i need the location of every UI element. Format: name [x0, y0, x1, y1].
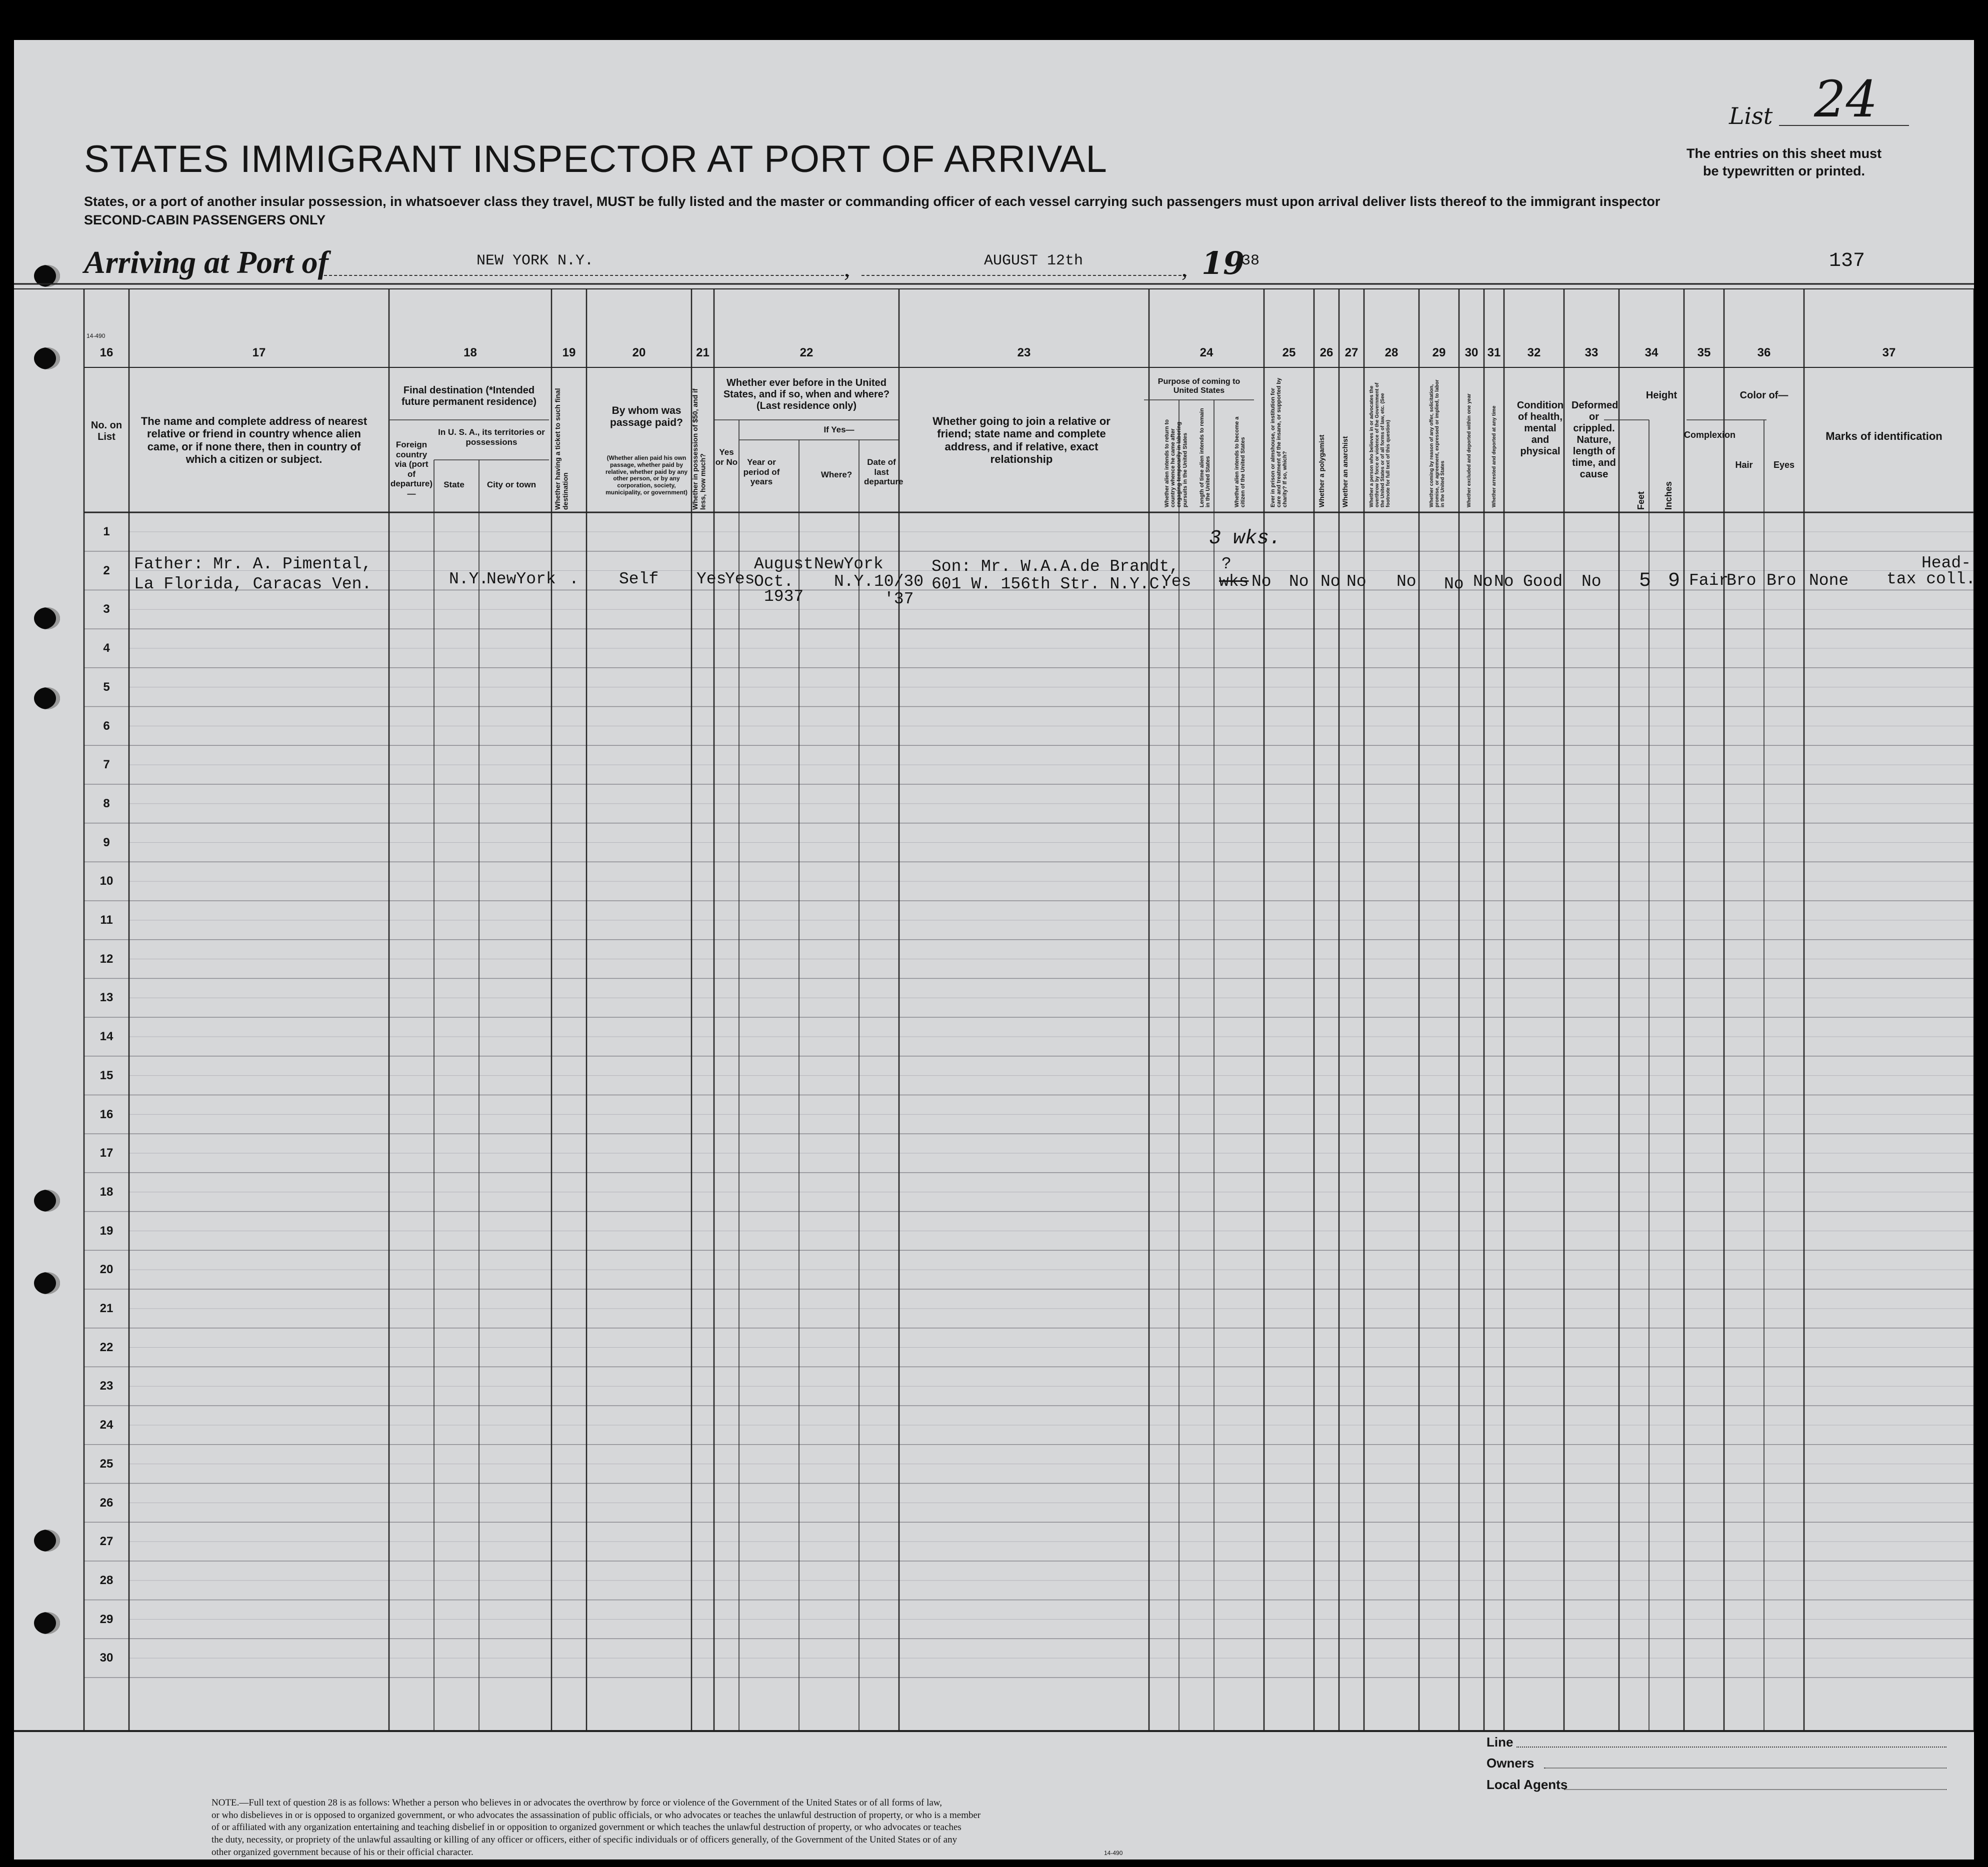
header-labor: Whether coming by reason of any offer, solicitation, promise, or agreement, expressed or implied, to labor in the United States	[1429, 379, 1446, 507]
port-value: NEW YORK N.Y.	[476, 252, 594, 269]
header-ever-before-us: Whether ever before in the United States, and if so, when and where? (Last residence only)	[723, 377, 890, 411]
column-number: 37	[1882, 346, 1896, 359]
header-relative-address: The name and complete address of nearest relative or friend in country whence alien came, or if none there, then in country of which a citizen or subject.	[140, 415, 368, 465]
row1-complexion: Fair	[1689, 571, 1729, 590]
row1-departure-2: '37	[884, 590, 914, 608]
header-polygamist: Whether a polygamist	[1318, 434, 1326, 507]
column-number: 19	[562, 346, 576, 359]
footer-owners-fill	[1544, 1768, 1946, 1769]
entries-note-line-2: be typewritten or printed.	[1703, 163, 1866, 179]
row1-overthrow: No	[1396, 572, 1416, 591]
list-label: List	[1729, 102, 1773, 129]
row1-hair: Bro	[1726, 571, 1756, 590]
header-prison: Ever in prison or almshouse, or institution for care and treatment of the insane, or supported by charity? If so, which?	[1270, 377, 1288, 507]
year-prefix: 19	[1202, 245, 1245, 281]
date-value: AUGUST 12th	[984, 252, 1084, 269]
column-number: 20	[632, 346, 646, 359]
row-number: 2	[103, 563, 110, 577]
header-where: Where?	[820, 470, 852, 479]
row1-anarchist: No	[1346, 572, 1366, 591]
row-number: 27	[100, 1535, 114, 1549]
header-inches: Inches	[1664, 481, 1674, 510]
year-suffix: 38	[1242, 252, 1260, 269]
row1-length-handwritten: 3 wks.	[1209, 527, 1282, 550]
header-height: Height	[1646, 390, 1678, 401]
row1-join-2: 601 W. 156th Str. N.Y.C.	[932, 575, 1170, 593]
column-number: 21	[696, 346, 710, 359]
column-number: 26	[1320, 346, 1334, 359]
header-if-yes: If Yes—	[824, 425, 854, 434]
header-deformed: Deformed or crippled. Nature, length of time, and cause	[1572, 400, 1618, 480]
column-number: 18	[464, 346, 477, 359]
row1-inches: 9	[1668, 570, 1680, 592]
footer-line-label: Line	[1486, 1735, 1514, 1750]
entries-note-line-1: The entries on this sheet must	[1686, 146, 1882, 161]
row-number: 12	[100, 952, 114, 966]
row1-length-2: wks	[1219, 572, 1249, 591]
row1-condition: Good	[1523, 572, 1563, 591]
row-number: 28	[100, 1573, 114, 1587]
row-number: 11	[100, 913, 113, 927]
header-feet: Feet	[1636, 491, 1646, 510]
footer-owners-label: Owners	[1486, 1756, 1534, 1771]
row-number: 30	[100, 1651, 114, 1665]
table-grid	[14, 40, 1974, 1860]
column-number: 23	[1017, 346, 1031, 359]
row-number: 9	[103, 835, 110, 849]
column-number: 36	[1757, 346, 1771, 359]
row1-length-1: ?	[1222, 555, 1232, 573]
row-number: 6	[103, 719, 110, 733]
header-overthrow: Whether a person who believes in or advocates the overthrow by force or violence of the Government of the United States or of all forms of law, etc. (See footnote for full text of this question)	[1369, 382, 1391, 507]
header-anarchist: Whether an anarchist	[1341, 436, 1349, 507]
row-number: 26	[100, 1496, 114, 1510]
row1-headtax-2: tax coll.	[1886, 570, 1976, 588]
row1-city: NewYork	[486, 570, 556, 588]
row1-ticket: .	[569, 570, 579, 588]
row1-relative-line1: Father: Mr. A. Pimental,	[134, 555, 372, 573]
row-number: 10	[100, 874, 114, 888]
column-number: 27	[1344, 346, 1358, 359]
header-join-relative: Whether going to join a relative or friend; state name and complete address, and if relative, exact relationship	[932, 415, 1110, 465]
row-number: 1	[103, 525, 110, 538]
row1-labor: No	[1444, 575, 1464, 593]
header-city: City or town	[486, 480, 536, 489]
footer-agents-fill	[1564, 1789, 1946, 1790]
row1-year-2: Oct.	[754, 572, 794, 591]
column-number: 28	[1384, 346, 1398, 359]
header-in-usa: In U. S. A., its territories or possessions	[438, 427, 545, 447]
header-ticket: Whether having a ticket to such final destination	[554, 388, 570, 510]
row-number: 3	[103, 602, 110, 616]
footer-line-fill	[1516, 1747, 1946, 1748]
row-number: 5	[103, 680, 110, 694]
row1-deformed: No	[1582, 572, 1602, 591]
row-number: 17	[100, 1146, 114, 1160]
row-number: 4	[103, 641, 110, 655]
passenger-class: SECOND-CABIN PASSENGERS ONLY	[84, 212, 326, 227]
row-number: 18	[100, 1185, 114, 1199]
row1-eyes: Bro	[1766, 571, 1796, 590]
row-number: 25	[100, 1457, 114, 1471]
header-year-period: Year or period of years	[743, 457, 780, 487]
row1-year-1: August	[754, 555, 814, 573]
header-marks: Marks of identification	[1826, 430, 1942, 442]
row1-polygamist: No	[1320, 572, 1340, 591]
column-number: 16	[100, 346, 114, 359]
column-number: 34	[1644, 346, 1658, 359]
row-number: 13	[100, 991, 114, 1005]
row-number: 24	[100, 1418, 114, 1432]
column-number: 29	[1432, 346, 1446, 359]
row1-state: N.Y.	[449, 570, 489, 588]
header-condition: Condition of health, mental and physical	[1516, 400, 1564, 457]
row1-before: Yes	[725, 570, 755, 588]
header-final-destination: Final destination (*Intended future permanent residence)	[401, 385, 537, 407]
row-number: 8	[103, 796, 110, 810]
column-number: 25	[1282, 346, 1296, 359]
manifest-sheet	[14, 40, 1974, 1860]
header-passage-paid: By whom was passage paid?	[610, 405, 683, 429]
header-hair: Hair	[1735, 460, 1753, 470]
header-24a: Whether alien intends to return to country whence he came after engaging temporarily in laboring pursuits in the United States	[1164, 419, 1188, 507]
row1-where-2: N.Y.	[834, 572, 874, 591]
instruction-line: States, or a port of another insular possession, in whatsoever class they travel, MUST be fully listed and the master or commanding officer of each vessel carrying such passengers must upon arrival deliver lists thereof to the immigrant inspector	[84, 194, 1660, 209]
arriving-label: Arriving at Port of	[84, 244, 328, 280]
column-number: 24	[1200, 346, 1214, 359]
header-foreign-country: Foreign country via (port of departure)—	[390, 440, 433, 498]
row-number: 15	[100, 1068, 114, 1082]
row-number: 29	[100, 1612, 114, 1626]
row1-headtax-1: Head-	[1922, 554, 1972, 572]
header-arrested: Whether arrested and deported at any time	[1492, 405, 1497, 507]
header-passage-detail: (Whether alien paid his own passage, whether paid by relative, whether paid by any other person, or by any corporation, society, municipality, or government)	[605, 454, 688, 496]
header-fifty-dollars: Whether in possession of $50, and if less, how much?	[691, 388, 707, 510]
header-yes-no: Yes or No	[715, 447, 738, 467]
list-number: 24	[1814, 70, 1878, 128]
row-number: 19	[100, 1224, 114, 1238]
row1-arrested: No	[1494, 572, 1514, 591]
header-24c: Whether alien intends to become a citizen of the United States	[1234, 416, 1246, 507]
header-state: State	[444, 480, 464, 489]
row1-citizen: No	[1252, 572, 1272, 591]
column-number: 17	[252, 346, 266, 359]
row-number: 16	[100, 1107, 114, 1121]
row-number: 21	[100, 1302, 114, 1315]
row-number: 14	[100, 1030, 114, 1044]
column-number: 33	[1584, 346, 1598, 359]
header-excluded: Whether excluded and deported within one year	[1466, 393, 1472, 507]
row-number: 22	[100, 1340, 114, 1354]
row-number: 7	[103, 758, 110, 772]
row1-year-3: 1937	[764, 587, 804, 606]
row1-join-1: Son: Mr. W.A.A.de Brandt,	[932, 557, 1180, 576]
header-date-departure: Date of last departure	[864, 457, 904, 487]
stamp-number: 137	[1829, 250, 1866, 272]
row1-marks: None	[1809, 571, 1849, 590]
row1-prison: No	[1289, 572, 1309, 591]
page-title: STATES IMMIGRANT INSPECTOR AT PORT OF ARRIVAL	[84, 138, 1108, 180]
row1-relative-line2: La Florida, Caracas Ven.	[134, 575, 372, 593]
footnote: NOTE.—Full text of question 28 is as follows: Whether a person who believes in or advocates the overthrow by force or violence of the Government of the United States or of all forms of law, or who disbelieves in or is opposed to organized government, or who advocates the assassination of public officials, or who advocates or teaches the unlawful destruction of property, or who is a member of or affiliated with any organization entertaining and teaching disbelief in or opposition to organized government or which teaches the unlawful destruction of property, or who advocates or teaches the duty, necessity, or propriety of the unlawful assaulting or killing of any officer or officers, either of specific individuals or of officers generally, of the Government of the United States or of any other organized government because of his or their official character.	[212, 1798, 981, 1858]
row-number: 23	[100, 1379, 114, 1393]
header-24b: Length of time alien intends to remain in the United States	[1199, 408, 1212, 507]
row1-departure-1: 10/30	[874, 572, 924, 591]
footer-agents-label: Local Agents	[1486, 1777, 1568, 1792]
header-purpose: Purpose of coming to United States	[1158, 377, 1240, 395]
row1-feet: 5	[1639, 570, 1652, 592]
header-eyes: Eyes	[1773, 460, 1795, 470]
column-number: 31	[1487, 346, 1501, 359]
row1-purpose: Yes	[1162, 572, 1192, 591]
header-no-on-list: No. on List	[90, 420, 122, 442]
column-number: 30	[1464, 346, 1478, 359]
comma-2: ,	[1182, 255, 1188, 282]
column-number: 35	[1697, 346, 1711, 359]
column-number: 32	[1527, 346, 1541, 359]
row1-fifty: Yes	[696, 570, 726, 588]
comma: ,	[844, 255, 850, 282]
small-stamp: 14-490	[86, 332, 106, 339]
header-complexion: Complexion	[1684, 430, 1736, 440]
row1-excluded: No	[1473, 572, 1493, 591]
form-number: 14-490	[1104, 1850, 1123, 1857]
row1-passage: Self	[619, 570, 659, 588]
column-number: 22	[800, 346, 814, 359]
row1-where-1: NewYork	[814, 555, 884, 573]
row-number: 20	[100, 1263, 114, 1277]
header-color-of: Color of—	[1740, 390, 1788, 401]
